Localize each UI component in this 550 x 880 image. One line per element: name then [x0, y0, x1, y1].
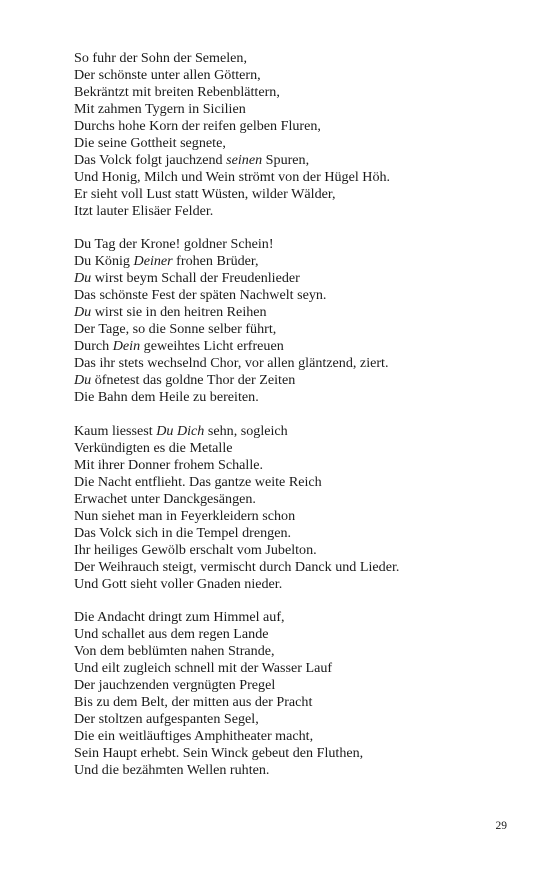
- verse-text: Die seine Gottheit segnete,: [74, 134, 226, 151]
- verse-line: [74, 169, 514, 186]
- verse-text: Verkündigten es die Metalle: [74, 439, 233, 456]
- verse-text: Nun siehet man in Feyerkleidern schon: [74, 507, 296, 524]
- verse-line: [74, 321, 514, 338]
- verse-line: [74, 135, 514, 152]
- italic-text: Du: [74, 304, 92, 321]
- verse-line: [74, 745, 514, 762]
- italic-text: seinen: [226, 151, 263, 168]
- verse-line: [74, 253, 514, 270]
- verse-text: Und eilt zugleich schnell mit der Wasser Lauf: [74, 660, 333, 677]
- stanza: [74, 423, 514, 593]
- verse-line: [74, 270, 514, 287]
- verse-line: [74, 423, 514, 440]
- verse-line: [74, 186, 514, 203]
- stanza: [74, 236, 514, 406]
- verse-text: Mit zahmen Tygern in Sicilien: [74, 100, 246, 117]
- verse-text: Das ihr stets wechselnd Chor, vor allen gläntzend, ziert.: [74, 355, 389, 372]
- verse-text: Und Gott sieht voller Gnaden nieder.: [74, 575, 283, 592]
- verse-line: [74, 609, 514, 626]
- verse-text: So fuhr der Sohn der Semelen,: [74, 50, 248, 66]
- verse-line: [74, 84, 514, 101]
- verse-text: Und schallet aus dem regen Lande: [74, 626, 269, 643]
- verse-line: [74, 508, 514, 525]
- verse-line: [74, 525, 514, 542]
- verse-text: Bekräntzt mit breiten Rebenblättern,: [74, 83, 280, 100]
- verse-text: Der Tage, so die Sonne selber führt,: [74, 321, 277, 338]
- verse-line: [74, 67, 514, 84]
- verse-text: Mit ihrer Donner frohem Schalle.: [74, 456, 264, 473]
- verse-text: wirst beym Schall der Freudenlieder: [91, 270, 300, 287]
- verse-line: [74, 643, 514, 660]
- verse-text: Die ein weitläuftiges Amphitheater macht,: [74, 728, 314, 745]
- verse-text: Itzt lauter Elisäer Felder.: [74, 202, 214, 219]
- verse-line: [74, 576, 514, 593]
- verse-line: [74, 236, 514, 253]
- stanza: [74, 609, 514, 779]
- verse-text: sehn, sogleich: [204, 422, 288, 439]
- italic-text: Du: [74, 372, 92, 389]
- verse-line: [74, 338, 514, 355]
- verse-text: geweihtes Licht erfreuen: [140, 338, 284, 355]
- verse-text: Die Andacht dringt zum Himmel auf,: [74, 609, 285, 626]
- verse-line: [74, 660, 514, 677]
- verse-line: [74, 50, 514, 67]
- verse-text: Der stoltzen aufgespanten Segel,: [74, 711, 259, 728]
- verse-text: Er sieht voll Lust statt Wüsten, wilder Wälder,: [74, 185, 336, 202]
- verse-line: [74, 118, 514, 135]
- verse-text: Die Bahn dem Heile zu bereiten.: [74, 389, 259, 406]
- page-number: 29: [495, 820, 507, 832]
- verse-line: [74, 491, 514, 508]
- verse-text: Ihr heiliges Gewölb erschalt vom Jubelton.: [74, 541, 317, 558]
- verse-line: [74, 626, 514, 643]
- verse-line: [74, 389, 514, 406]
- verse-text: Sein Haupt erhebt. Sein Winck gebeut den Fluthen,: [74, 745, 364, 762]
- verse-text: öfnetest das goldne Thor der Zeiten: [91, 372, 296, 389]
- verse-text: wirst sie in den heitren Reihen: [91, 304, 267, 321]
- verse-text: Du Tag der Krone! goldner Schein!: [74, 236, 274, 253]
- verse-text: Das Volck folgt jauchzend: [74, 151, 227, 168]
- verse-line: [74, 457, 514, 474]
- verse-line: [74, 694, 514, 711]
- verse-text: Der jauchzenden vergnügten Pregel: [74, 677, 276, 694]
- verse-line: [74, 287, 514, 304]
- verse-line: [74, 762, 514, 779]
- verse-text: Bis zu dem Belt, der mitten aus der Pracht: [74, 694, 313, 711]
- verse-text: Und Honig, Milch und Wein strömt von der Hügel Höh.: [74, 168, 391, 185]
- verse-line: [74, 440, 514, 457]
- italic-text: Du: [74, 270, 92, 287]
- italic-text: Dein: [112, 338, 141, 355]
- verse-line: [74, 677, 514, 694]
- verse-line: [74, 542, 514, 559]
- verse-text: Das schönste Fest der späten Nachwelt seyn.: [74, 287, 327, 304]
- verse-text: Spuren,: [262, 151, 310, 168]
- verse-text: Erwachet unter Danckgesängen.: [74, 490, 256, 507]
- italic-text: Deiner: [133, 253, 173, 270]
- verse-line: [74, 203, 514, 220]
- verse-text: Die Nacht entflieht. Das gantze weite Reich: [74, 473, 322, 490]
- poem-text: [74, 50, 514, 796]
- verse-line: [74, 355, 514, 372]
- verse-line: [74, 304, 514, 321]
- verse-line: [74, 711, 514, 728]
- verse-text: Und die bezähmten Wellen ruhten.: [74, 761, 270, 778]
- verse-line: [74, 101, 514, 118]
- verse-text: Du König: [74, 253, 134, 270]
- italic-text: Du Dich: [156, 422, 205, 439]
- verse-line: [74, 474, 514, 491]
- verse-text: Das Volck sich in die Tempel drengen.: [74, 524, 292, 541]
- verse-text: Der Weihrauch steigt, vermischt durch Danck und Lieder.: [74, 558, 400, 575]
- verse-text: Der schönste unter allen Göttern,: [74, 66, 261, 83]
- verse-line: [74, 728, 514, 745]
- verse-line: [74, 559, 514, 576]
- verse-text: Von dem beblümten nahen Strande,: [74, 643, 275, 660]
- verse-text: Durchs hohe Korn der reifen gelben Fluren,: [74, 117, 321, 134]
- stanza: [74, 50, 514, 220]
- verse-text: Kaum liessest: [74, 422, 157, 439]
- verse-text: Durch: [74, 338, 113, 355]
- verse-text: frohen Brüder,: [172, 253, 259, 270]
- verse-line: [74, 152, 514, 169]
- verse-line: [74, 372, 514, 389]
